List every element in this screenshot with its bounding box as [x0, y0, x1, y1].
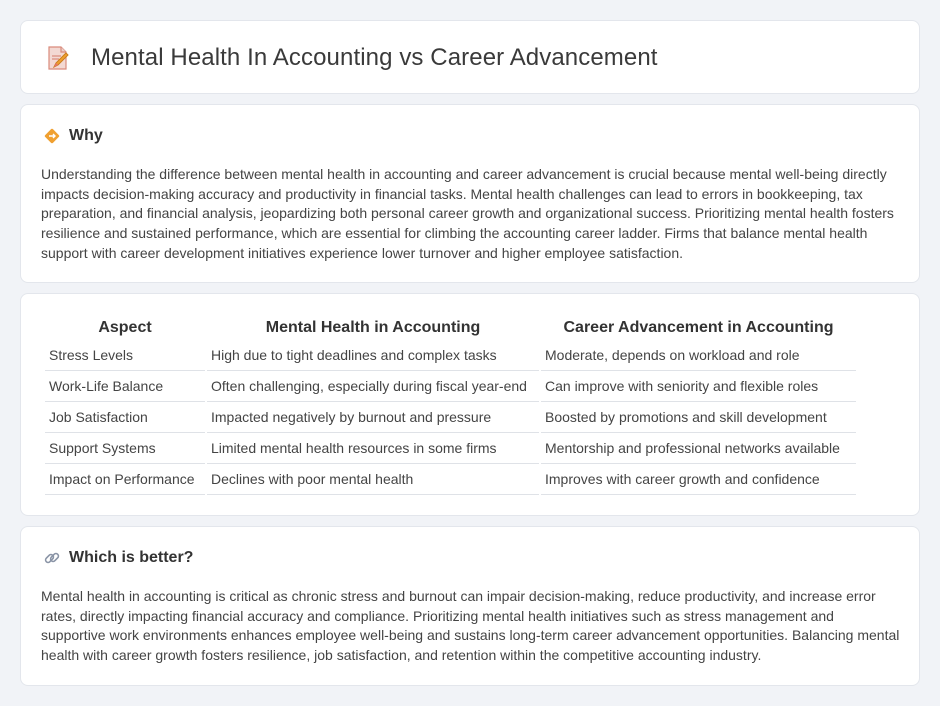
table-cell: Work-Life Balance [45, 371, 205, 402]
why-text: Understanding the difference between mental health in accounting and career advancement is crucial because mental well-being directly impacts decision-making accuracy and productivity in financial tasks. Mental health challenges can lead to errors in bookkeeping, tax preparation, and financial analysis, jeopardizing both personal career growth and organizational success. Prioritizing mental health fosters resilience and sustained performance, which are essential for climbing the accounting career ladder. Firms that balance mental health support with career development initiatives experience lower turnover and higher employee satisfaction. [41, 166, 894, 261]
table-cell: Often challenging, especially during fiscal year-end [207, 371, 539, 402]
column-header-aspect: Aspect [98, 319, 152, 336]
table-cell: Moderate, depends on workload and role [541, 340, 856, 371]
table-cell: Declines with poor mental health [207, 464, 539, 495]
better-text: Mental health in accounting is critical as chronic stress and burnout can impair decision-making, reduce productivity, and increase error rates, directly impacting financial accuracy and compliance. Prioritizing mental health initiatives such as stress management and supportive work environments enhances employee well-being and sustains long-term career advancement opportunities. Balancing mental health with career growth fosters resilience, job satisfaction, and retention within the competitive accounting industry. [41, 588, 900, 664]
title-card [20, 20, 920, 94]
table-cell: Stress Levels [45, 340, 205, 371]
table-cell: High due to tight deadlines and complex tasks [207, 340, 539, 371]
diamond-arrows-icon [43, 127, 61, 145]
table-row [45, 433, 856, 464]
better-heading-row [43, 549, 193, 567]
table-cell: Impacted negatively by burnout and pressure [207, 402, 539, 433]
table-header-row [45, 314, 856, 340]
page-title: Mental Health In Accounting vs Career Advancement [91, 44, 658, 71]
why-heading: Why [69, 127, 103, 144]
table-cell: Boosted by promotions and skill development [541, 402, 856, 433]
column-header-mental-health: Mental Health in Accounting [265, 319, 481, 336]
table-cell: Impact on Performance [45, 464, 205, 495]
table-cell: Improves with career growth and confidence [541, 464, 856, 495]
better-heading: Which is better? [69, 549, 194, 566]
title-row [45, 44, 658, 72]
comparison-card [20, 293, 920, 516]
column-header-career-advancement: Career Advancement in Accounting [563, 319, 834, 336]
why-card [20, 104, 920, 283]
table-cell: Limited mental health resources in some firms [207, 433, 539, 464]
link-icon [43, 549, 61, 567]
table-cell: Job Satisfaction [45, 402, 205, 433]
table-row [45, 464, 856, 495]
which-is-better-card [20, 526, 920, 686]
table-cell: Can improve with seniority and flexible roles [541, 371, 856, 402]
why-heading-row [43, 127, 103, 145]
table-row [45, 371, 856, 402]
table-cell: Mentorship and professional networks available [541, 433, 856, 464]
table-cell: Support Systems [45, 433, 205, 464]
table-row [45, 340, 856, 371]
comparison-table [43, 314, 858, 495]
document-pencil-icon [45, 45, 71, 71]
table-row [45, 402, 856, 433]
